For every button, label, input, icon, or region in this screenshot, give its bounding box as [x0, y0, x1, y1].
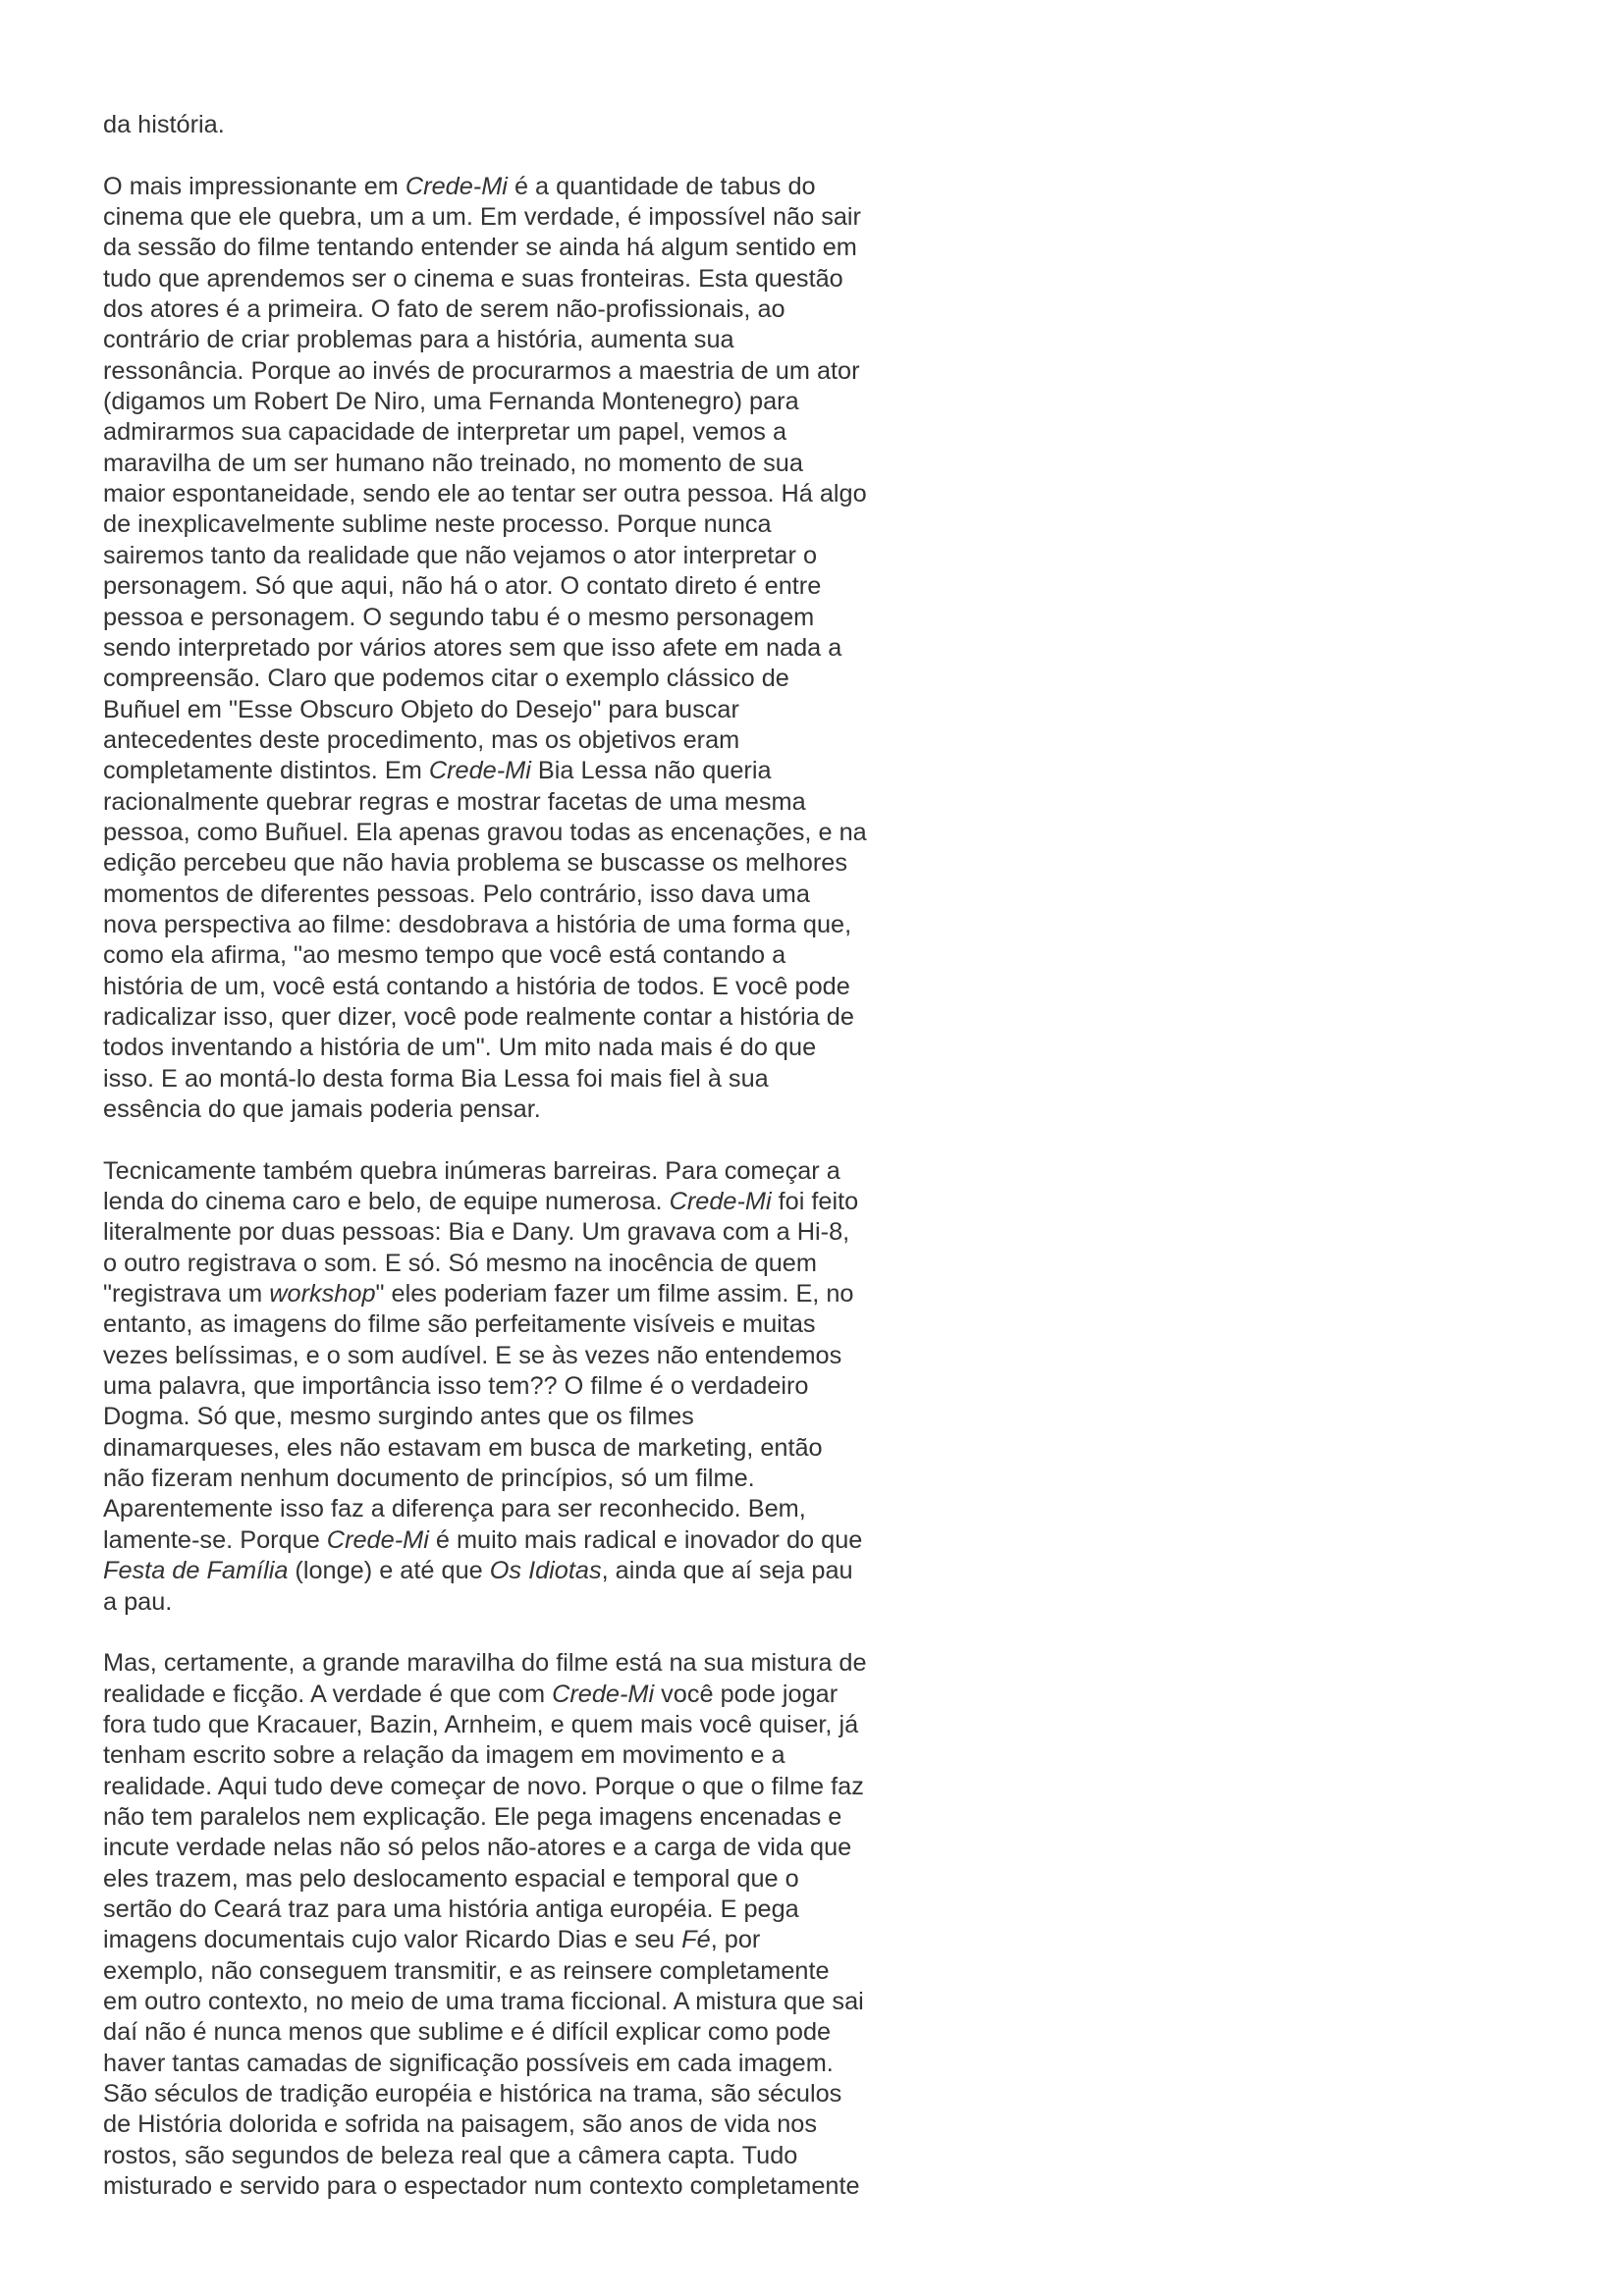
- text-line: [103, 972, 947, 1002]
- text-line: [103, 2109, 947, 2140]
- text-line: [103, 1925, 947, 1955]
- paragraph: [103, 1648, 947, 2202]
- text-segment: fora tudo que Kracauer, Bazin, Arnheim, e quem mais você quiser, já: [103, 1710, 859, 1738]
- text-segment: (longe) e até que: [288, 1557, 490, 1585]
- text-line: [103, 172, 947, 202]
- text-line: [103, 1895, 947, 1925]
- text-segment: de inexplicavelmente sublime neste processo. Porque nunca: [103, 510, 772, 539]
- text-segment: dinamarqueses, eles não estavam em busca de marketing, então: [103, 1433, 823, 1462]
- text-line: [103, 1309, 947, 1340]
- text-line: [103, 1587, 947, 1618]
- text-segment: da história.: [103, 111, 225, 138]
- paragraph-gap: [103, 1618, 947, 1648]
- text-line: [103, 2049, 947, 2079]
- text-segment: "registrava um: [103, 1280, 270, 1308]
- paragraph: [103, 1156, 947, 1618]
- text-segment: dos atores é a primeira. O fato de serem não-profissionais, ao: [103, 295, 785, 324]
- text-line: [103, 603, 947, 633]
- text-segment: em outro contexto, no meio de uma trama ficcional. A mistura que sai: [103, 1987, 864, 2015]
- text-line: [103, 1033, 947, 1063]
- text-segment: " eles poderiam fazer um filme assim. E, no: [375, 1280, 854, 1308]
- text-line: [103, 1740, 947, 1771]
- text-segment: personagem. Só que aqui, não há o ator. O contato direto é entre: [103, 572, 822, 601]
- italic-text: Festa de Família: [103, 1557, 289, 1585]
- paragraph: [103, 172, 947, 1126]
- text-line: [103, 509, 947, 540]
- text-segment: compreensão. Claro que podemos citar o exemplo clássico de: [103, 665, 789, 693]
- text-segment: tenham escrito sobre a relação da imagem em movimento e a: [103, 1741, 785, 1770]
- text-segment: foi feito: [771, 1188, 859, 1216]
- text-segment: história de um, você está contando a história de todos. E você pode: [103, 972, 850, 1000]
- text-segment: sertão do Ceará traz para uma história antiga européia. E pega: [103, 1895, 799, 1923]
- text-segment: sendo interpretado por vários atores sem que isso afete em nada a: [103, 633, 842, 662]
- text-segment: radicalizar isso, quer dizer, você pode realmente contar a história de: [103, 1002, 854, 1031]
- text-segment: contrário de criar problemas para a história, aumenta sua: [103, 326, 734, 354]
- text-line: [103, 1064, 947, 1095]
- text-segment: pessoa, como Buñuel. Ela apenas gravou todas as encenações, e na: [103, 818, 867, 846]
- text-segment: sairemos tanto da realidade que não vejamos o ator interpretar o: [103, 541, 818, 569]
- text-segment: todos inventando a história de um". Um mito nada mais é do que: [103, 1034, 817, 1062]
- text-line: [103, 110, 947, 140]
- text-segment: daí não é nunca menos que sublime e é difícil explicar como pode: [103, 2018, 832, 2047]
- text-line: [103, 233, 947, 263]
- italic-text: Crede-Mi: [405, 172, 508, 200]
- text-line: [103, 1187, 947, 1217]
- text-segment: é a quantidade de tabus do: [507, 172, 816, 200]
- text-segment: Mas, certamente, a grande maravilha do filme está na sua mistura de: [103, 1649, 867, 1678]
- text-line: [103, 1525, 947, 1556]
- text-line: [103, 756, 947, 786]
- text-line: [103, 1556, 947, 1586]
- text-line: [103, 1464, 947, 1494]
- text-line: [103, 1494, 947, 1524]
- text-line: [103, 1279, 947, 1309]
- text-segment: admirarmos sua capacidade de interpretar um papel, vemos a: [103, 418, 787, 447]
- text-line: [103, 1864, 947, 1895]
- text-line: [103, 1802, 947, 1833]
- text-segment: Bia Lessa não queria: [530, 757, 772, 785]
- text-line: [103, 449, 947, 479]
- text-segment: incute verdade nelas não só pelos não-atores e a carga de vida que: [103, 1834, 852, 1862]
- text-segment: edição percebeu que não havia problema se buscasse os melhores: [103, 849, 847, 878]
- text-segment: misturado e servido para o espectador num contexto completamente: [103, 2172, 860, 2201]
- text-line: [103, 1095, 947, 1125]
- text-line: [103, 695, 947, 725]
- text-line: [103, 2017, 947, 2048]
- italic-text: Fé: [681, 1926, 711, 1954]
- text-line: [103, 787, 947, 818]
- text-line: [103, 1341, 947, 1371]
- text-segment: maior espontaneidade, sendo ele ao tentar ser outra pessoa. Há algo: [103, 480, 867, 508]
- text-line: [103, 1371, 947, 1402]
- text-segment: rostos, são segundos de beleza real que a câmera capta. Tudo: [103, 2141, 798, 2169]
- text-line: [103, 264, 947, 294]
- text-line: [103, 633, 947, 664]
- text-line: [103, 2079, 947, 2109]
- text-segment: antecedentes deste procedimento, mas os objetivos eram: [103, 725, 740, 754]
- text-segment: da sessão do filme tentando entender se ainda há algum sentido em: [103, 234, 857, 262]
- text-line: [103, 664, 947, 694]
- text-segment: Buñuel em "Esse Obscuro Objeto do Desejo" para buscar: [103, 695, 739, 723]
- text-segment: realidade e ficção. A verdade é que com: [103, 1680, 553, 1708]
- text-line: [103, 1680, 947, 1710]
- text-segment: completamente distintos. Em: [103, 757, 429, 785]
- text-line: [103, 571, 947, 602]
- text-segment: uma palavra, que importância isso tem?? O filme é o verdadeiro: [103, 1372, 809, 1401]
- text-segment: São séculos de tradição européia e histórica na trama, são séculos: [103, 2080, 842, 2108]
- text-segment: , ainda que aí seja pau: [601, 1557, 853, 1585]
- paragraph: [103, 110, 947, 140]
- text-line: [103, 1217, 947, 1248]
- italic-text: Crede-Mi: [326, 1525, 429, 1554]
- text-segment: é muito mais radical e inovador do que: [428, 1525, 863, 1554]
- text-segment: literalmente por duas pessoas: Bia e Dany. Um gravava com a Hi-8,: [103, 1218, 850, 1247]
- text-segment: momentos de diferentes pessoas. Pelo contrário, isso dava uma: [103, 880, 810, 908]
- text-line: [103, 417, 947, 448]
- text-line: [103, 2171, 947, 2202]
- text-segment: O mais impressionante em: [103, 172, 406, 200]
- text-line: [103, 2141, 947, 2171]
- text-segment: Dogma. Só que, mesmo surgindo antes que os filmes: [103, 1403, 694, 1431]
- text-segment: entanto, as imagens do filme são perfeitamente visíveis e muitas: [103, 1310, 816, 1339]
- text-segment: imagens documentais cujo valor Ricardo Dias e seu: [103, 1926, 682, 1954]
- text-segment: tudo que aprendemos ser o cinema e suas fronteiras. Esta questão: [103, 264, 843, 293]
- text-segment: não tem paralelos nem explicação. Ele pega imagens encenadas e: [103, 1802, 842, 1831]
- text-line: [103, 1156, 947, 1187]
- text-line: [103, 294, 947, 325]
- text-line: [103, 1002, 947, 1033]
- text-line: [103, 541, 947, 571]
- italic-text: Crede-Mi: [552, 1680, 655, 1708]
- text-line: [103, 1833, 947, 1863]
- text-segment: não fizeram nenhum documento de princípios, só um filme.: [103, 1465, 755, 1493]
- text-line: [103, 1402, 947, 1432]
- text-segment: vezes belíssimas, e o som audível. E se às vezes não entendemos: [103, 1341, 842, 1369]
- text-segment: de História dolorida e sofrida na paisagem, são anos de vida nos: [103, 2110, 818, 2139]
- text-line: [103, 1772, 947, 1802]
- text-segment: nova perspectiva ao filme: desdobrava a história de uma forma que,: [103, 910, 852, 938]
- text-line: [103, 356, 947, 387]
- text-line: [103, 1987, 947, 2017]
- text-segment: isso. E ao montá-lo desta forma Bia Lessa foi mais fiel à sua: [103, 1064, 769, 1093]
- text-line: [103, 325, 947, 355]
- text-segment: lamente-se. Porque: [103, 1525, 327, 1554]
- text-line: [103, 202, 947, 233]
- text-segment: cinema que ele quebra, um a um. Em verdade, é impossível não sair: [103, 203, 861, 232]
- text-segment: o outro registrava o som. E só. Só mesmo na inocência de quem: [103, 1249, 817, 1277]
- text-line: [103, 387, 947, 417]
- text-line: [103, 725, 947, 756]
- text-segment: você pode jogar: [654, 1680, 839, 1708]
- text-segment: , por: [710, 1926, 761, 1954]
- text-segment: haver tantas camadas de significação possíveis em cada imagem.: [103, 2049, 834, 2077]
- text-segment: Tecnicamente também quebra inúmeras barreiras. Para começar a: [103, 1156, 840, 1185]
- document-page: [103, 110, 947, 2202]
- text-line: [103, 880, 947, 910]
- paragraph-gap: [103, 1125, 947, 1155]
- text-line: [103, 1956, 947, 1987]
- text-line: [103, 1249, 947, 1279]
- text-line: [103, 940, 947, 971]
- text-segment: realidade. Aqui tudo deve começar de novo. Porque o que o filme faz: [103, 1772, 864, 1800]
- text-segment: ressonância. Porque ao invés de procurarmos a maestria de um ator: [103, 356, 860, 385]
- text-line: [103, 910, 947, 940]
- text-segment: Aparentemente isso faz a diferença para ser reconhecido. Bem,: [103, 1495, 806, 1523]
- italic-text: Crede-Mi: [669, 1188, 772, 1216]
- text-line: [103, 848, 947, 879]
- text-segment: lenda do cinema caro e belo, de equipe numerosa.: [103, 1188, 670, 1216]
- italic-text: workshop: [269, 1280, 376, 1308]
- text-line: [103, 1433, 947, 1464]
- text-segment: pessoa e personagem. O segundo tabu é o mesmo personagem: [103, 603, 815, 631]
- text-segment: a pau.: [103, 1587, 173, 1616]
- text-segment: exemplo, não conseguem transmitir, e as reinsere completamente: [103, 1956, 830, 1985]
- text-segment: essência do que jamais poderia pensar.: [103, 1095, 541, 1123]
- text-segment: (digamos um Robert De Niro, uma Fernanda Montenegro) para: [103, 388, 799, 416]
- italic-text: Crede-Mi: [428, 757, 531, 785]
- text-line: [103, 1710, 947, 1740]
- text-line: [103, 1648, 947, 1679]
- text-segment: racionalmente quebrar regras e mostrar facetas de uma mesma: [103, 787, 806, 816]
- text-segment: maravilha de um ser humano não treinado, no momento de sua: [103, 449, 803, 477]
- italic-text: Os Idiotas: [489, 1557, 602, 1585]
- paragraph-gap: [103, 140, 947, 171]
- text-segment: como ela afirma, "ao mesmo tempo que você está contando a: [103, 941, 786, 970]
- text-segment: eles trazem, mas pelo deslocamento espacial e temporal que o: [103, 1864, 799, 1893]
- text-line: [103, 818, 947, 848]
- text-line: [103, 479, 947, 509]
